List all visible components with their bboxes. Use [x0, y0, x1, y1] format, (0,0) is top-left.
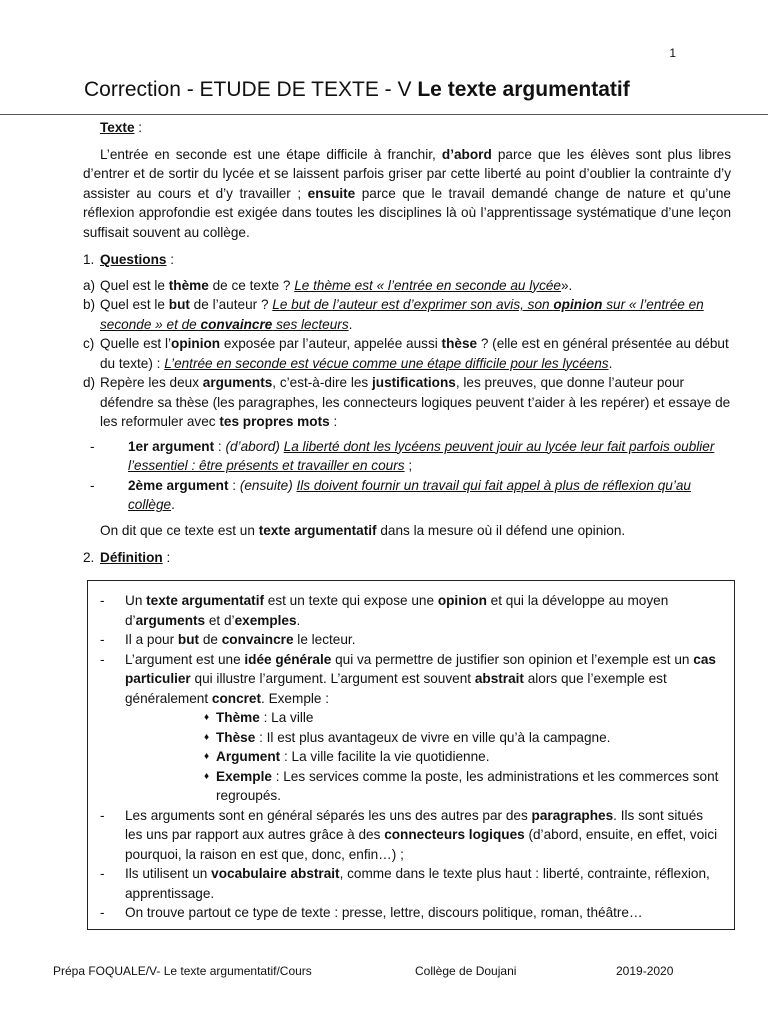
question-letter: b) — [83, 297, 96, 312]
d3-t1: L’argument est une — [125, 651, 245, 667]
definition-dash: - — [100, 593, 105, 608]
qb-t2: de l’auteur ? — [189, 297, 273, 312]
example-item — [204, 747, 722, 767]
definition-heading — [83, 548, 731, 568]
d1-t3: et qui la développe au moyen d’ — [125, 593, 669, 628]
diamond-bullet-icon: ♦ — [204, 770, 210, 782]
argument-label: 2ème argument — [128, 477, 229, 493]
title-prefix: Correction - ETUDE DE TEXTE - V — [84, 78, 418, 101]
d4-b2: connecteurs logiques — [384, 827, 525, 842]
example-value: : La ville — [259, 710, 314, 725]
qa-answer: Le thème est « l’entrée en seconde au lycée — [294, 277, 561, 293]
definition-item — [100, 806, 722, 865]
d3-t2: qui va permettre de justifier son opinion et l’exemple est un — [331, 651, 694, 667]
qc-t3: ? (elle est en général présentée au début du texte) : — [100, 336, 729, 371]
question-b — [83, 295, 731, 334]
qb-ansb1: opinion — [553, 297, 603, 312]
questions-colon: : — [166, 252, 175, 267]
qb-ans3: ses lecteurs — [272, 316, 349, 332]
argument-label: 1er argument — [128, 438, 215, 454]
qd-t3: , les preuves, que donne l’auteur pour défendre sa thèse (les paragraphes, les connecteurs logiques peuvent t’aider à les repérer) et essaye de les reformuler avec — [100, 375, 731, 429]
diamond-bullet-icon: ♦ — [204, 731, 210, 743]
definition-item — [100, 864, 722, 903]
example-label: Thème — [216, 710, 260, 725]
qb-ans1: Le but de l’auteur est d’exprimer son avis, son — [272, 297, 554, 312]
question-letter: a) — [83, 277, 96, 293]
d3-b4: concret — [211, 690, 262, 706]
example-value: : Il est plus avantageux de vivre en ville qu’à la campagne. — [255, 729, 611, 745]
definition-text — [125, 903, 722, 923]
argument-connector: (ensuite) — [239, 477, 293, 493]
argument-end: ; — [404, 458, 413, 473]
qc-t1: Quelle est l’ — [100, 336, 172, 351]
qc-b1: opinion — [171, 336, 221, 351]
definition-label: Définition — [100, 550, 163, 565]
definition-text — [125, 864, 722, 903]
qc-end: . — [608, 355, 613, 371]
question-text — [100, 373, 731, 432]
example-text — [216, 767, 722, 806]
question-d — [83, 373, 731, 432]
conclusion-line — [100, 521, 731, 541]
argument-connector: (d’abord) — [225, 438, 280, 454]
definition-text — [125, 650, 722, 709]
argument-dash: - — [90, 477, 95, 493]
qc-answer: L’entrée en seconde est vécue comme une étape difficile pour les lycéens — [164, 355, 609, 371]
d3-b3: abstrait — [474, 671, 524, 686]
definition-item — [100, 650, 722, 709]
main-content — [83, 118, 731, 568]
question-c — [83, 334, 731, 373]
question-text — [100, 334, 731, 373]
argument-end: . — [171, 497, 175, 512]
definition-text — [125, 591, 722, 630]
texte-p3: parce que le travail demandé change de nature et qu’une réflexion approfondie est exigée dans toutes les disciplines là où l’apprentissage systématique d’une leçon suffisait souvent au collège. — [83, 185, 731, 240]
argument-item — [90, 437, 731, 476]
example-item — [204, 708, 722, 728]
d3-t4: alors que l’exemple est généralement — [125, 671, 667, 706]
title-rule — [0, 114, 768, 115]
qa-end: ». — [560, 277, 573, 293]
qb-ansb2: convaincre — [200, 316, 273, 332]
example-item — [204, 767, 722, 806]
definition-item — [100, 903, 722, 923]
definition-colon: : — [162, 550, 171, 565]
texte-colon: : — [134, 120, 143, 135]
d4-t3: (d’abord, ensuite, en effet, voici pourquoi, la raison en est que, donc, enfin…) ; — [125, 827, 718, 862]
footer-left: Prépa FOQUALE/V- Le texte argumentatif/Cours — [53, 964, 312, 978]
argument-text — [128, 437, 731, 476]
d5-t2: , comme dans le texte plus haut : liberté, contrainte, réflexion, apprentissage. — [125, 866, 710, 901]
d1-b3: arguments — [135, 612, 206, 628]
d1-b2: opinion — [437, 593, 487, 608]
d4-t2: . Ils sont situés les uns par rapport aux autres grâce à des — [125, 807, 704, 842]
definition-dash: - — [100, 807, 105, 823]
question-text — [100, 276, 731, 296]
definition-num: 2. — [83, 550, 95, 565]
argument-text — [128, 476, 731, 515]
questions-num: 1. — [83, 252, 95, 267]
d5-t1: Ils utilisent un — [125, 866, 212, 881]
d1-b4: exemples — [234, 612, 297, 628]
definition-item — [100, 630, 722, 650]
d2-b2: convaincre — [221, 632, 294, 647]
texte-heading — [83, 118, 731, 138]
qa-t2: de ce texte ? — [208, 277, 295, 293]
example-label: Thèse — [216, 729, 256, 745]
qc-b2: thèse — [441, 336, 478, 351]
d4-b1: paragraphes — [531, 807, 614, 823]
d2-t1: Il a pour — [125, 632, 178, 647]
argument-item — [90, 476, 731, 515]
argument-answer: Ils doivent fournir un travail qui fait appel à plus de réflexion qu’au collège — [128, 477, 691, 512]
d1-t1: Un — [125, 593, 147, 608]
conclusion-t2: dans la mesure où il défend une opinion. — [376, 522, 626, 538]
texte-p2: parce que les élèves sont plus libres d’entrer et de sortir du lycée et se laissent parfois griser par cette liberté au point d’oublier la contrainte d’y assister au cours et d’y travailler ; — [83, 146, 731, 201]
example-value: : Les services comme la poste, les administrations et les commerces sont regroupés. — [216, 768, 719, 803]
d3-t3: qui illustre l’argument. L’argument est souvent — [190, 671, 475, 686]
questions-label: Questions — [100, 252, 167, 267]
d2-b1: but — [177, 632, 200, 647]
page-title — [84, 76, 630, 104]
qb-b1: but — [168, 297, 190, 312]
definition-box — [87, 580, 735, 930]
qd-b2: justifications — [372, 375, 456, 390]
d5-b1: vocabulaire abstrait — [211, 866, 340, 881]
question-letter: d) — [83, 375, 96, 390]
questions-heading — [83, 250, 731, 270]
example-label: Argument — [216, 749, 281, 764]
d1-t5: . — [296, 612, 301, 628]
definition-dash: - — [100, 905, 105, 920]
argument-sep: : — [214, 438, 226, 454]
title-bold: Le texte argumentatif — [417, 78, 630, 101]
definition-dash: - — [100, 632, 105, 647]
example-item — [204, 728, 722, 748]
argument-sep: : — [228, 477, 240, 493]
qa-t1: Quel est le — [100, 277, 169, 293]
definition-text — [125, 630, 722, 650]
qd-b1: arguments — [202, 375, 273, 390]
d3-b2: cas particulier — [125, 651, 716, 686]
question-letter: c) — [83, 336, 95, 351]
question-a — [83, 276, 731, 296]
d3-b1: idée générale — [244, 651, 332, 667]
example-value: : La ville facilite la vie quotidienne. — [280, 749, 490, 764]
texte-b2: ensuite — [307, 185, 356, 201]
example-text — [216, 747, 722, 767]
d1-t4: et d’ — [205, 612, 235, 628]
conclusion-b1: texte argumentatif — [258, 522, 377, 538]
diamond-bullet-icon: ♦ — [204, 712, 210, 723]
argument-answer: La liberté dont les lycéens peuvent jouir au lycée leur fait parfois oublier l’essentiel : être présents et travailler en cours — [128, 438, 715, 473]
footer-right: 2019-2020 — [616, 964, 674, 978]
d1-t2: est un texte qui expose une — [264, 593, 438, 608]
diamond-bullet-icon: ♦ — [204, 751, 210, 762]
d1-b1: texte argumentatif — [146, 593, 264, 608]
qb-end: . — [348, 316, 353, 332]
definition-dash: - — [100, 866, 105, 881]
qb-t1: Quel est le — [100, 297, 169, 312]
d2-t3: le lecteur. — [293, 632, 356, 647]
footer-center: Collège de Doujani — [415, 964, 517, 978]
qa-b1: thème — [168, 277, 209, 293]
page-number: 1 — [669, 46, 676, 60]
texte-label: Texte — [100, 120, 135, 135]
questions-list — [83, 276, 731, 432]
conclusion-t1: On dit que ce texte est un — [100, 522, 259, 538]
example-text — [216, 728, 722, 748]
texte-b1: d’abord — [441, 146, 492, 162]
texte-paragraph — [83, 145, 731, 243]
argument-list — [83, 437, 731, 515]
definition-dash: - — [100, 651, 105, 667]
d3-t5: . Exemple : — [261, 690, 330, 706]
qd-b3: tes propres mots — [219, 414, 330, 429]
qd-t2: , c’est-à-dire les — [272, 375, 372, 390]
qc-t2: exposée par l’auteur, appelée aussi — [220, 336, 442, 351]
d2-t2: de — [199, 632, 222, 647]
qb-ans2: sur « l’entrée en seconde » et de — [100, 297, 704, 332]
example-label: Exemple — [216, 768, 272, 784]
texte-p1: L’entrée en seconde est une étape difficile à franchir, — [100, 146, 442, 162]
d6-t1: On trouve partout ce type de texte : presse, lettre, discours politique, roman, théâtre… — [125, 905, 643, 920]
question-text — [100, 295, 731, 334]
definition-text — [125, 806, 722, 865]
qd-t1: Repère les deux — [100, 375, 203, 390]
d4-t1: Les arguments sont en général séparés les uns des autres par des — [125, 807, 532, 823]
definition-item — [100, 591, 722, 630]
argument-dash: - — [90, 438, 95, 454]
qd-t4: : — [329, 414, 338, 429]
example-text — [216, 708, 722, 728]
